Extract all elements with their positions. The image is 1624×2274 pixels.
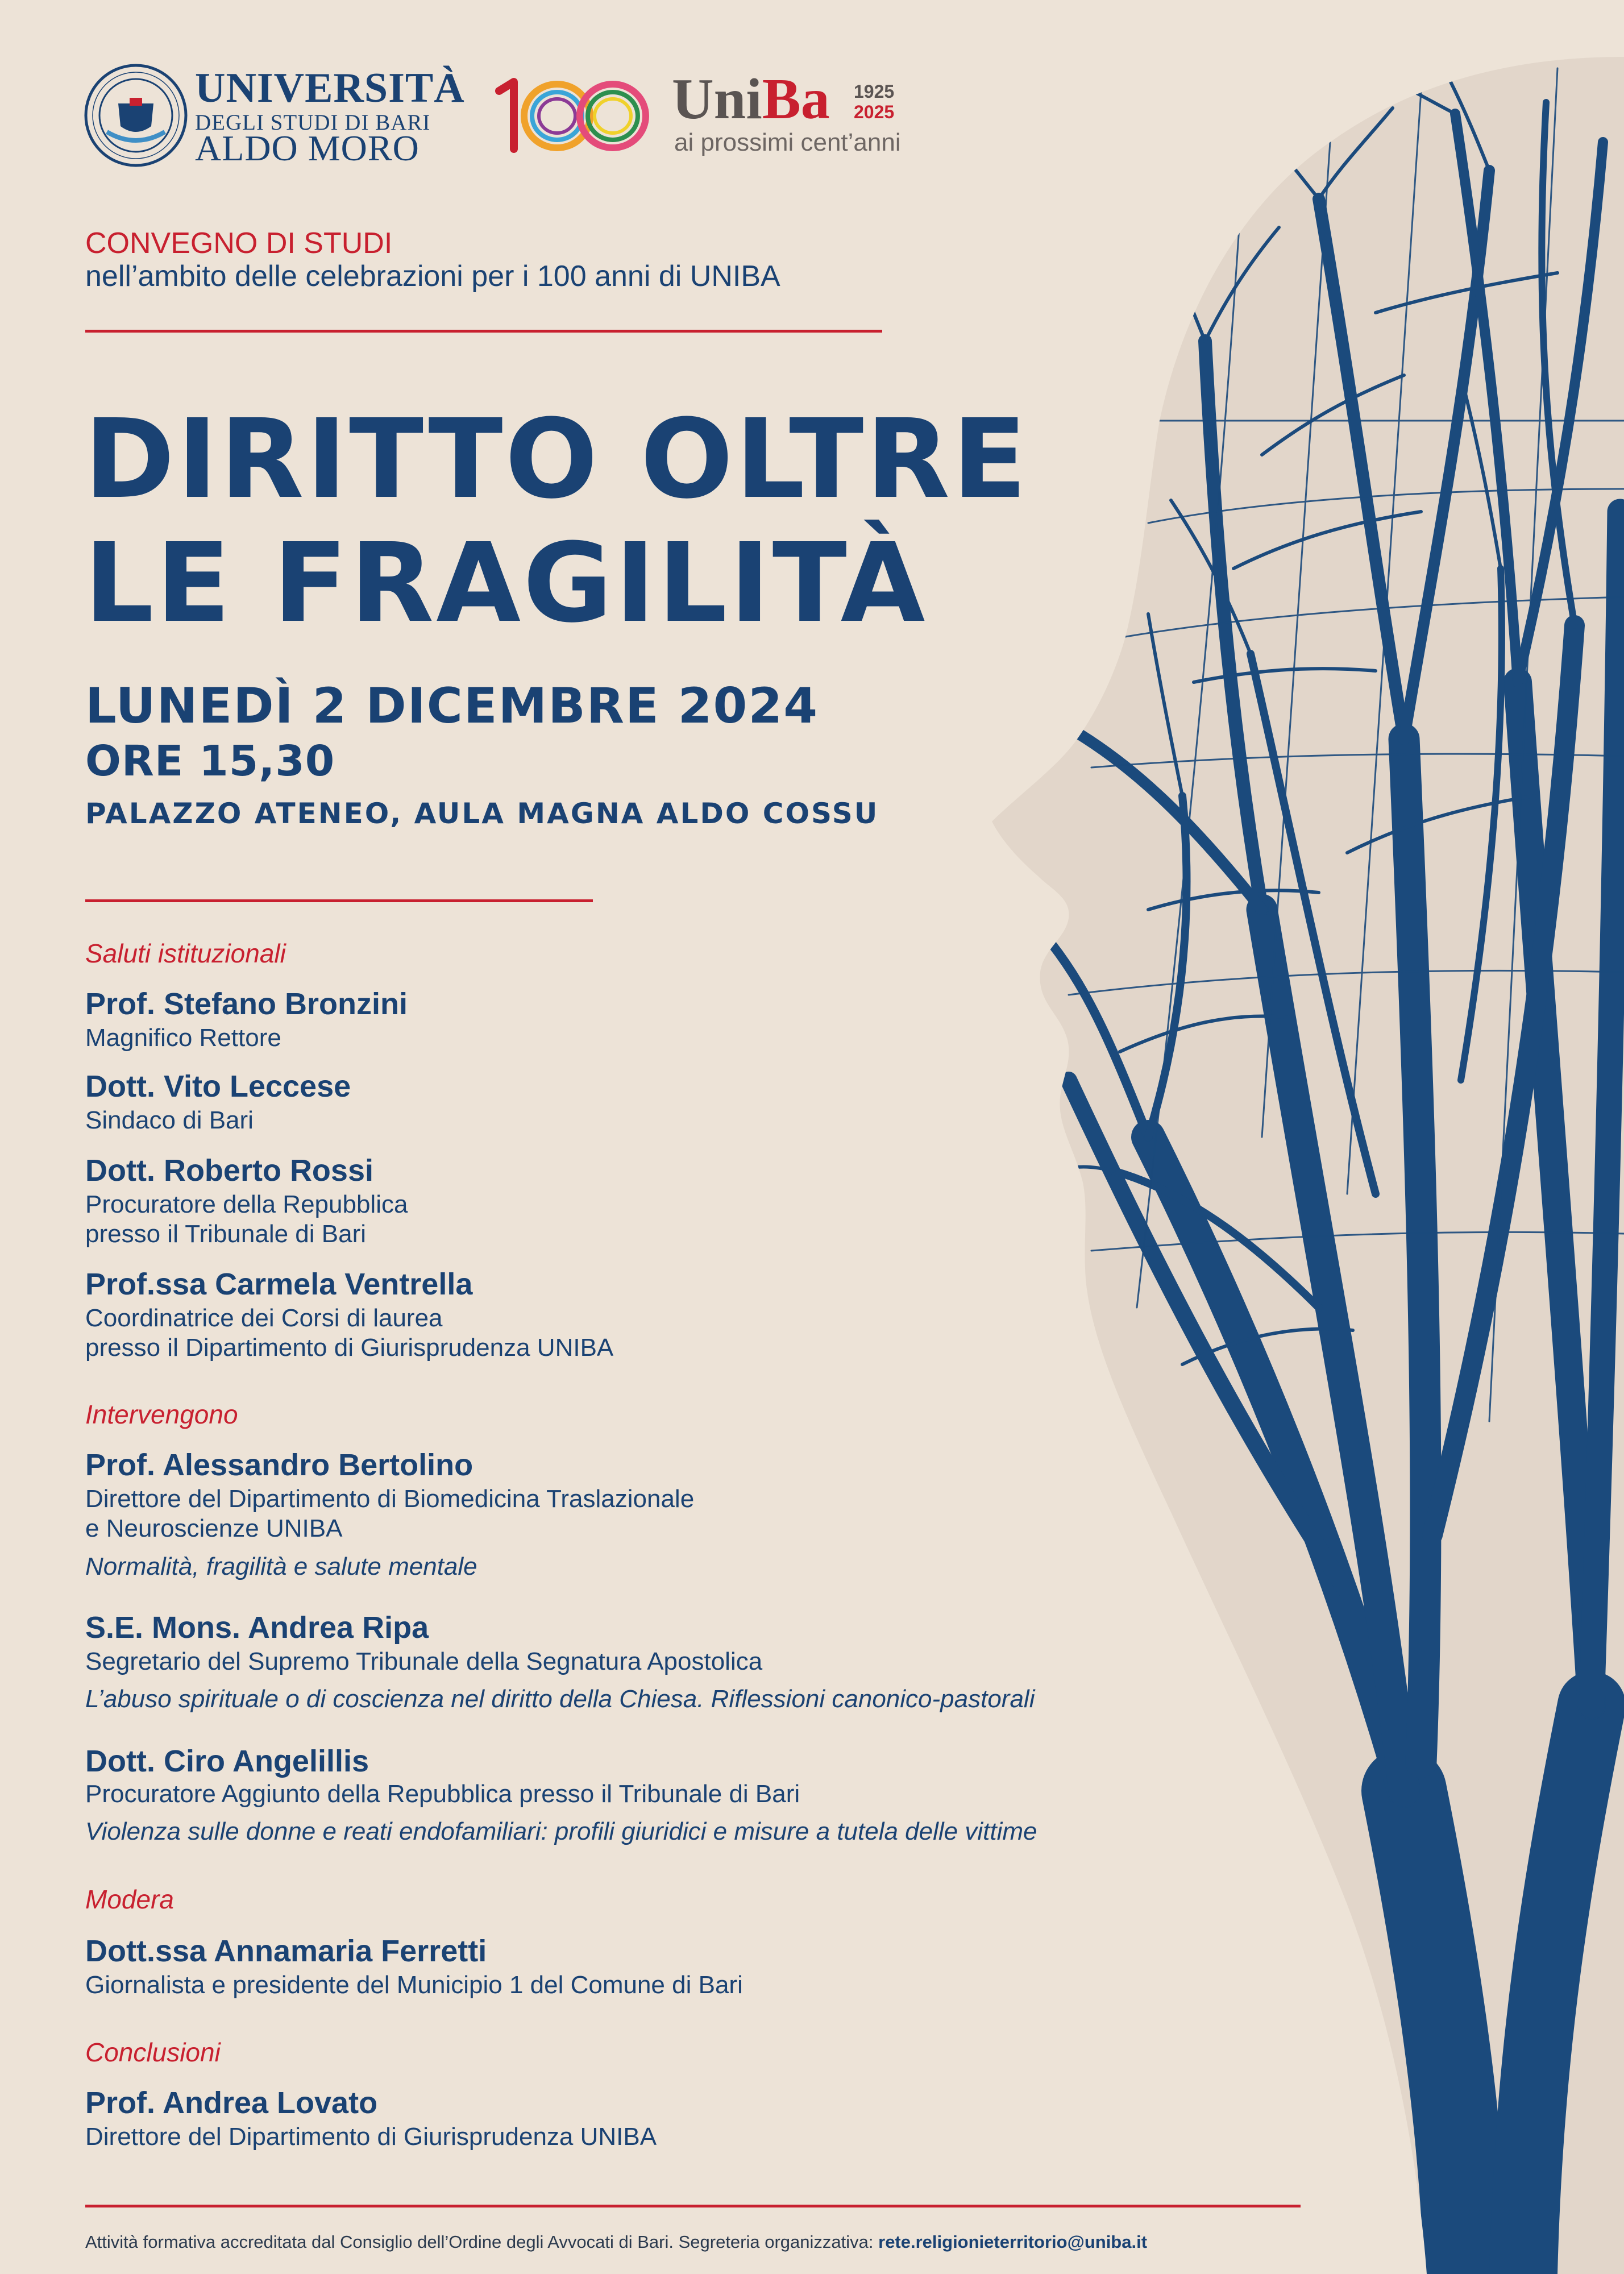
speaker-role: Procuratore della Repubblica <box>85 1190 408 1218</box>
speaker-role: Direttore del Dipartimento di Biomedicina Traslazionale <box>85 1485 695 1513</box>
uniba-wordmark-ba: Ba <box>762 67 830 131</box>
speaker-role: Segretario del Supremo Tribunale della Segnatura Apostolica <box>85 1648 763 1675</box>
university-name-line1: UNIVERSITÀ <box>195 65 465 111</box>
section-label-modera: Modera <box>85 1885 174 1914</box>
speaker-role: Direttore del Dipartimento di Giurisprudenza UNIBA <box>85 2123 657 2151</box>
event-subtitle: nell’ambito delle celebrazioni per i 100 anni di UNIBA <box>85 260 780 293</box>
divider <box>85 2205 1301 2207</box>
section-label-intervengono: Intervengono <box>85 1400 238 1429</box>
footer-note <box>85 2231 1147 2254</box>
speaker-name: Prof. Alessandro Bertolino <box>85 1448 474 1482</box>
speaker-role: presso il Tribunale di Bari <box>85 1220 367 1248</box>
title-line1: DIRITTO OLTRE <box>84 396 1029 523</box>
uniba-wordmark <box>672 68 830 131</box>
tree-head-silhouette <box>750 57 1624 2274</box>
title-line2: LE FRAGILITÀ <box>84 520 928 647</box>
year-end: 2025 <box>854 102 895 122</box>
speaker-role: Procuratore Aggiunto della Repubblica presso il Tribunale di Bari <box>85 1780 800 1808</box>
uniba-tagline: ai prossimi cent’anni <box>674 128 901 156</box>
speaker-name: Dott.ssa Annamaria Ferretti <box>85 1934 487 1968</box>
talk-title: Normalità, fragilità e salute mentale <box>85 1553 477 1580</box>
event-venue: PALAZZO ATENEO, AULA MAGNA ALDO COSSU <box>85 797 879 830</box>
speaker-role: Sindaco di Bari <box>85 1106 254 1134</box>
speaker-role: presso il Dipartimento di Giurisprudenza UNIBA <box>85 1334 614 1362</box>
year-start: 1925 <box>854 81 895 102</box>
divider <box>85 899 593 902</box>
talk-title: L’abuso spirituale o di coscienza nel diritto della Chiesa. Riflessioni canonico-pastorali <box>85 1685 1035 1713</box>
speaker-name: Dott. Ciro Angelillis <box>85 1744 369 1778</box>
event-date: LUNEDÌ 2 DICEMBRE 2024 <box>85 678 819 735</box>
uniba-wordmark-uni: Uni <box>672 67 762 131</box>
centenary-100-logo <box>495 69 649 160</box>
university-name-line2: DEGLI STUDI DI BARI <box>195 110 431 135</box>
page-title <box>84 398 1029 646</box>
footer-text: Attività formativa accreditata dal Consiglio dell’Ordine degli Avvocati di Bari. Segreteria organizzativa: <box>85 2232 879 2252</box>
university-seal-icon <box>84 64 188 167</box>
speaker-name: Dott. Roberto Rossi <box>85 1153 373 1188</box>
section-label-conclusioni: Conclusioni <box>85 2038 221 2067</box>
event-time: ORE 15,30 <box>85 737 335 786</box>
section-label-saluti: Saluti istituzionali <box>85 939 286 968</box>
speaker-name: Prof. Andrea Lovato <box>85 2086 378 2120</box>
speaker-name: S.E. Mons. Andrea Ripa <box>85 1611 429 1645</box>
talk-title: Violenza sulle donne e reati endofamiliari: profili giuridici e misure a tutela delle vittime <box>85 1817 1037 1845</box>
speaker-name: Dott. Vito Leccese <box>85 1069 351 1103</box>
speaker-name: Prof. Stefano Bronzini <box>85 987 408 1021</box>
footer-email-link[interactable]: rete.religionieterritorio@uniba.it <box>878 2232 1148 2252</box>
divider <box>85 330 882 333</box>
speaker-role: Magnifico Rettore <box>85 1024 281 1052</box>
university-name-line3: ALDO MORO <box>195 128 420 168</box>
speaker-role: Giornalista e presidente del Municipio 1 del Comune di Bari <box>85 1971 743 1999</box>
speaker-name: Prof.ssa Carmela Ventrella <box>85 1267 473 1301</box>
event-kicker: CONVEGNO DI STUDI <box>85 227 393 260</box>
speaker-role: e Neuroscienze UNIBA <box>85 1514 343 1542</box>
speaker-role: Coordinatrice dei Corsi di laurea <box>85 1304 443 1332</box>
